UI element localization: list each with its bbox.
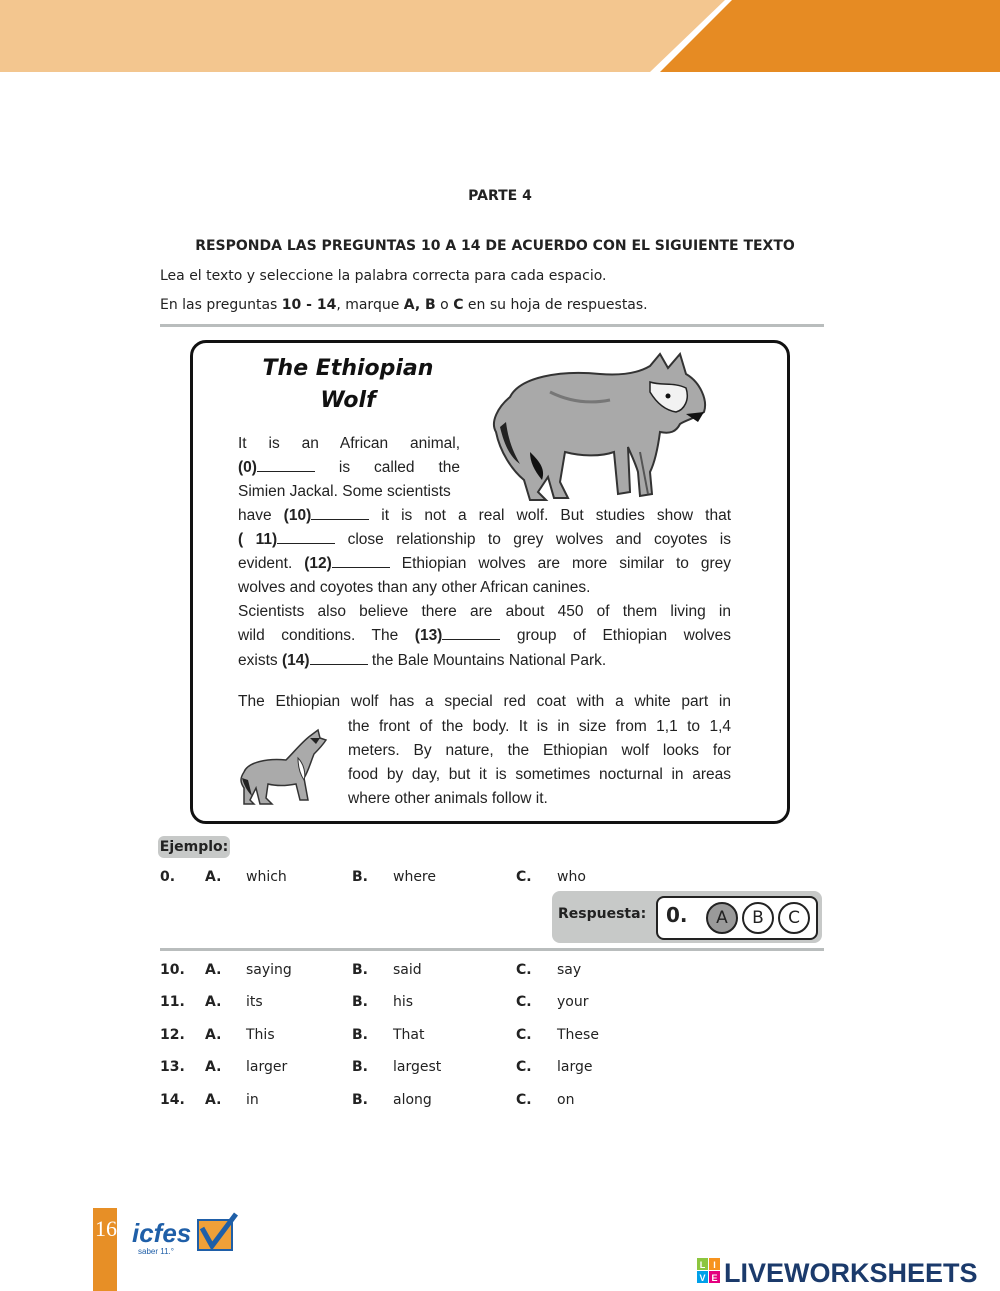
story-line-7: wolves and coyotes than any other African canines. (238, 579, 591, 596)
directions-line-1: Lea el texto y seleccione la palabra correcta para cada espacio. (160, 268, 607, 284)
question-12-letter-b: B. (352, 1027, 368, 1043)
question-13-num: 13. (160, 1059, 185, 1075)
example-option-c[interactable]: who (557, 869, 586, 885)
question-12-letter-c: C. (516, 1027, 532, 1043)
question-13-option-b[interactable]: largest (393, 1059, 442, 1075)
question-13-letter-c: C. (516, 1059, 532, 1075)
icfes-logo (130, 1212, 242, 1258)
question-13-letter-a: A. (205, 1059, 222, 1075)
question-10-option-c[interactable]: say (557, 962, 582, 978)
question-13-option-c[interactable]: large (557, 1059, 593, 1075)
question-11-letter-b: B. (352, 994, 368, 1010)
blank-10[interactable] (311, 507, 369, 520)
blank-14[interactable] (310, 652, 368, 665)
question-10-num: 10. (160, 962, 185, 978)
liveworksheets-brand-text: LIVEWORKSHEETS (724, 1258, 978, 1286)
divider-bottom (160, 948, 824, 951)
question-12-option-c[interactable]: These (557, 1027, 599, 1043)
live-letter-e: E (711, 1273, 718, 1283)
question-11-letter-c: C. (516, 994, 532, 1010)
instruction-heading: RESPONDA LAS PREGUNTAS 10 A 14 DE ACUERDO CON EL SIGUIENTE TEXTO (195, 238, 795, 254)
part-heading: PARTE 4 (468, 188, 532, 204)
question-12-letter-a: A. (205, 1027, 222, 1043)
question-12-option-a[interactable]: This (246, 1027, 275, 1043)
question-12-option-b[interactable]: That (393, 1027, 425, 1043)
answer-label: Respuesta: (558, 906, 647, 922)
story-line-2: (0) is called the (238, 459, 460, 476)
question-14-option-c[interactable]: on (557, 1092, 575, 1108)
directions-line-2: En las preguntas 10 - 14, marque A, B o C en su hoja de respuestas. (160, 297, 648, 313)
page-number: 16 (95, 1216, 117, 1241)
header-band (0, 0, 1000, 72)
example-letter-b: B. (352, 869, 368, 885)
question-14-option-a[interactable]: in (246, 1092, 259, 1108)
blank-12[interactable] (332, 555, 390, 568)
question-11-letter-a: A. (205, 994, 222, 1010)
wolf-standing-image (490, 352, 712, 504)
divider-top (160, 324, 824, 327)
example-label: Ejemplo: (158, 836, 230, 858)
live-letter-l: L (699, 1260, 706, 1270)
bubble-b[interactable]: B (742, 902, 774, 934)
question-12-num: 12. (160, 1027, 185, 1043)
story-line-1: It is an African animal, (238, 435, 460, 452)
question-11-option-a[interactable]: its (246, 994, 263, 1010)
story-line-8: Scientists also believe there are about 450 of them living in (238, 603, 731, 620)
story-line-4: have (10) it is not a real wolf. But studies show that (238, 507, 731, 524)
story-p2-line-5: where other animals follow it. (348, 790, 548, 807)
icfes-logo-subtext: saber 11.° (138, 1247, 174, 1256)
blank-11[interactable] (277, 531, 335, 544)
example-option-b[interactable]: where (393, 869, 436, 885)
story-p2-line-4: food by day, but it is sometimes nocturnal in areas (348, 766, 731, 783)
story-line-5: ( 11) close relationship to grey wolves and coyotes is (238, 531, 732, 548)
question-14-letter-c: C. (516, 1092, 532, 1108)
question-14-letter-b: B. (352, 1092, 368, 1108)
story-line-6: evident. (12) Ethiopian wolves are more similar to grey (238, 555, 731, 572)
question-14-letter-a: A. (205, 1092, 222, 1108)
story-title-line-1: The Ethiopian (262, 356, 434, 381)
question-11-option-b[interactable]: his (393, 994, 414, 1010)
blank-13[interactable] (442, 627, 500, 640)
question-10-letter-a: A. (205, 962, 222, 978)
example-num: 0. (160, 869, 176, 885)
icfes-logo-text: icfes (132, 1218, 192, 1248)
bubble-c[interactable]: C (778, 902, 810, 934)
question-14-num: 14. (160, 1092, 185, 1108)
live-letter-v: V (699, 1273, 706, 1283)
question-10-letter-b: B. (352, 962, 368, 978)
live-letter-i: I (713, 1260, 716, 1270)
question-11-option-c[interactable]: your (557, 994, 589, 1010)
story-line-9: wild conditions. The (13) group of Ethiopian wolves (238, 627, 731, 644)
story-p2-line-2: the front of the body. It is in size from 1,1 to 1,4 (348, 718, 731, 735)
wolf-howling-image (238, 728, 330, 808)
question-13-letter-b: B. (352, 1059, 368, 1075)
story-line-3: Simien Jackal. Some scientists (238, 483, 451, 500)
answer-num: 0. (666, 903, 688, 927)
story-line-10: exists (14) the Bale Mountains National Park. (238, 652, 607, 669)
example-letter-a: A. (205, 869, 222, 885)
question-13-option-a[interactable]: larger (246, 1059, 288, 1075)
blank-0[interactable] (257, 459, 315, 472)
example-letter-c: C. (516, 869, 532, 885)
question-10-option-b[interactable]: said (393, 962, 422, 978)
question-10-letter-c: C. (516, 962, 532, 978)
story-p2-line-3: meters. By nature, the Ethiopian wolf looks for (348, 742, 731, 759)
question-11-num: 11. (160, 994, 185, 1010)
story-title-line-2: Wolf (320, 388, 376, 413)
liveworksheets-logo[interactable] (696, 1256, 996, 1286)
bubble-a[interactable]: A (706, 902, 738, 934)
story-p2-line-1: The Ethiopian wolf has a special red coat with a white part in (238, 693, 731, 710)
example-option-a[interactable]: which (246, 869, 287, 885)
question-10-option-a[interactable]: saying (246, 962, 292, 978)
question-14-option-b[interactable]: along (393, 1092, 432, 1108)
